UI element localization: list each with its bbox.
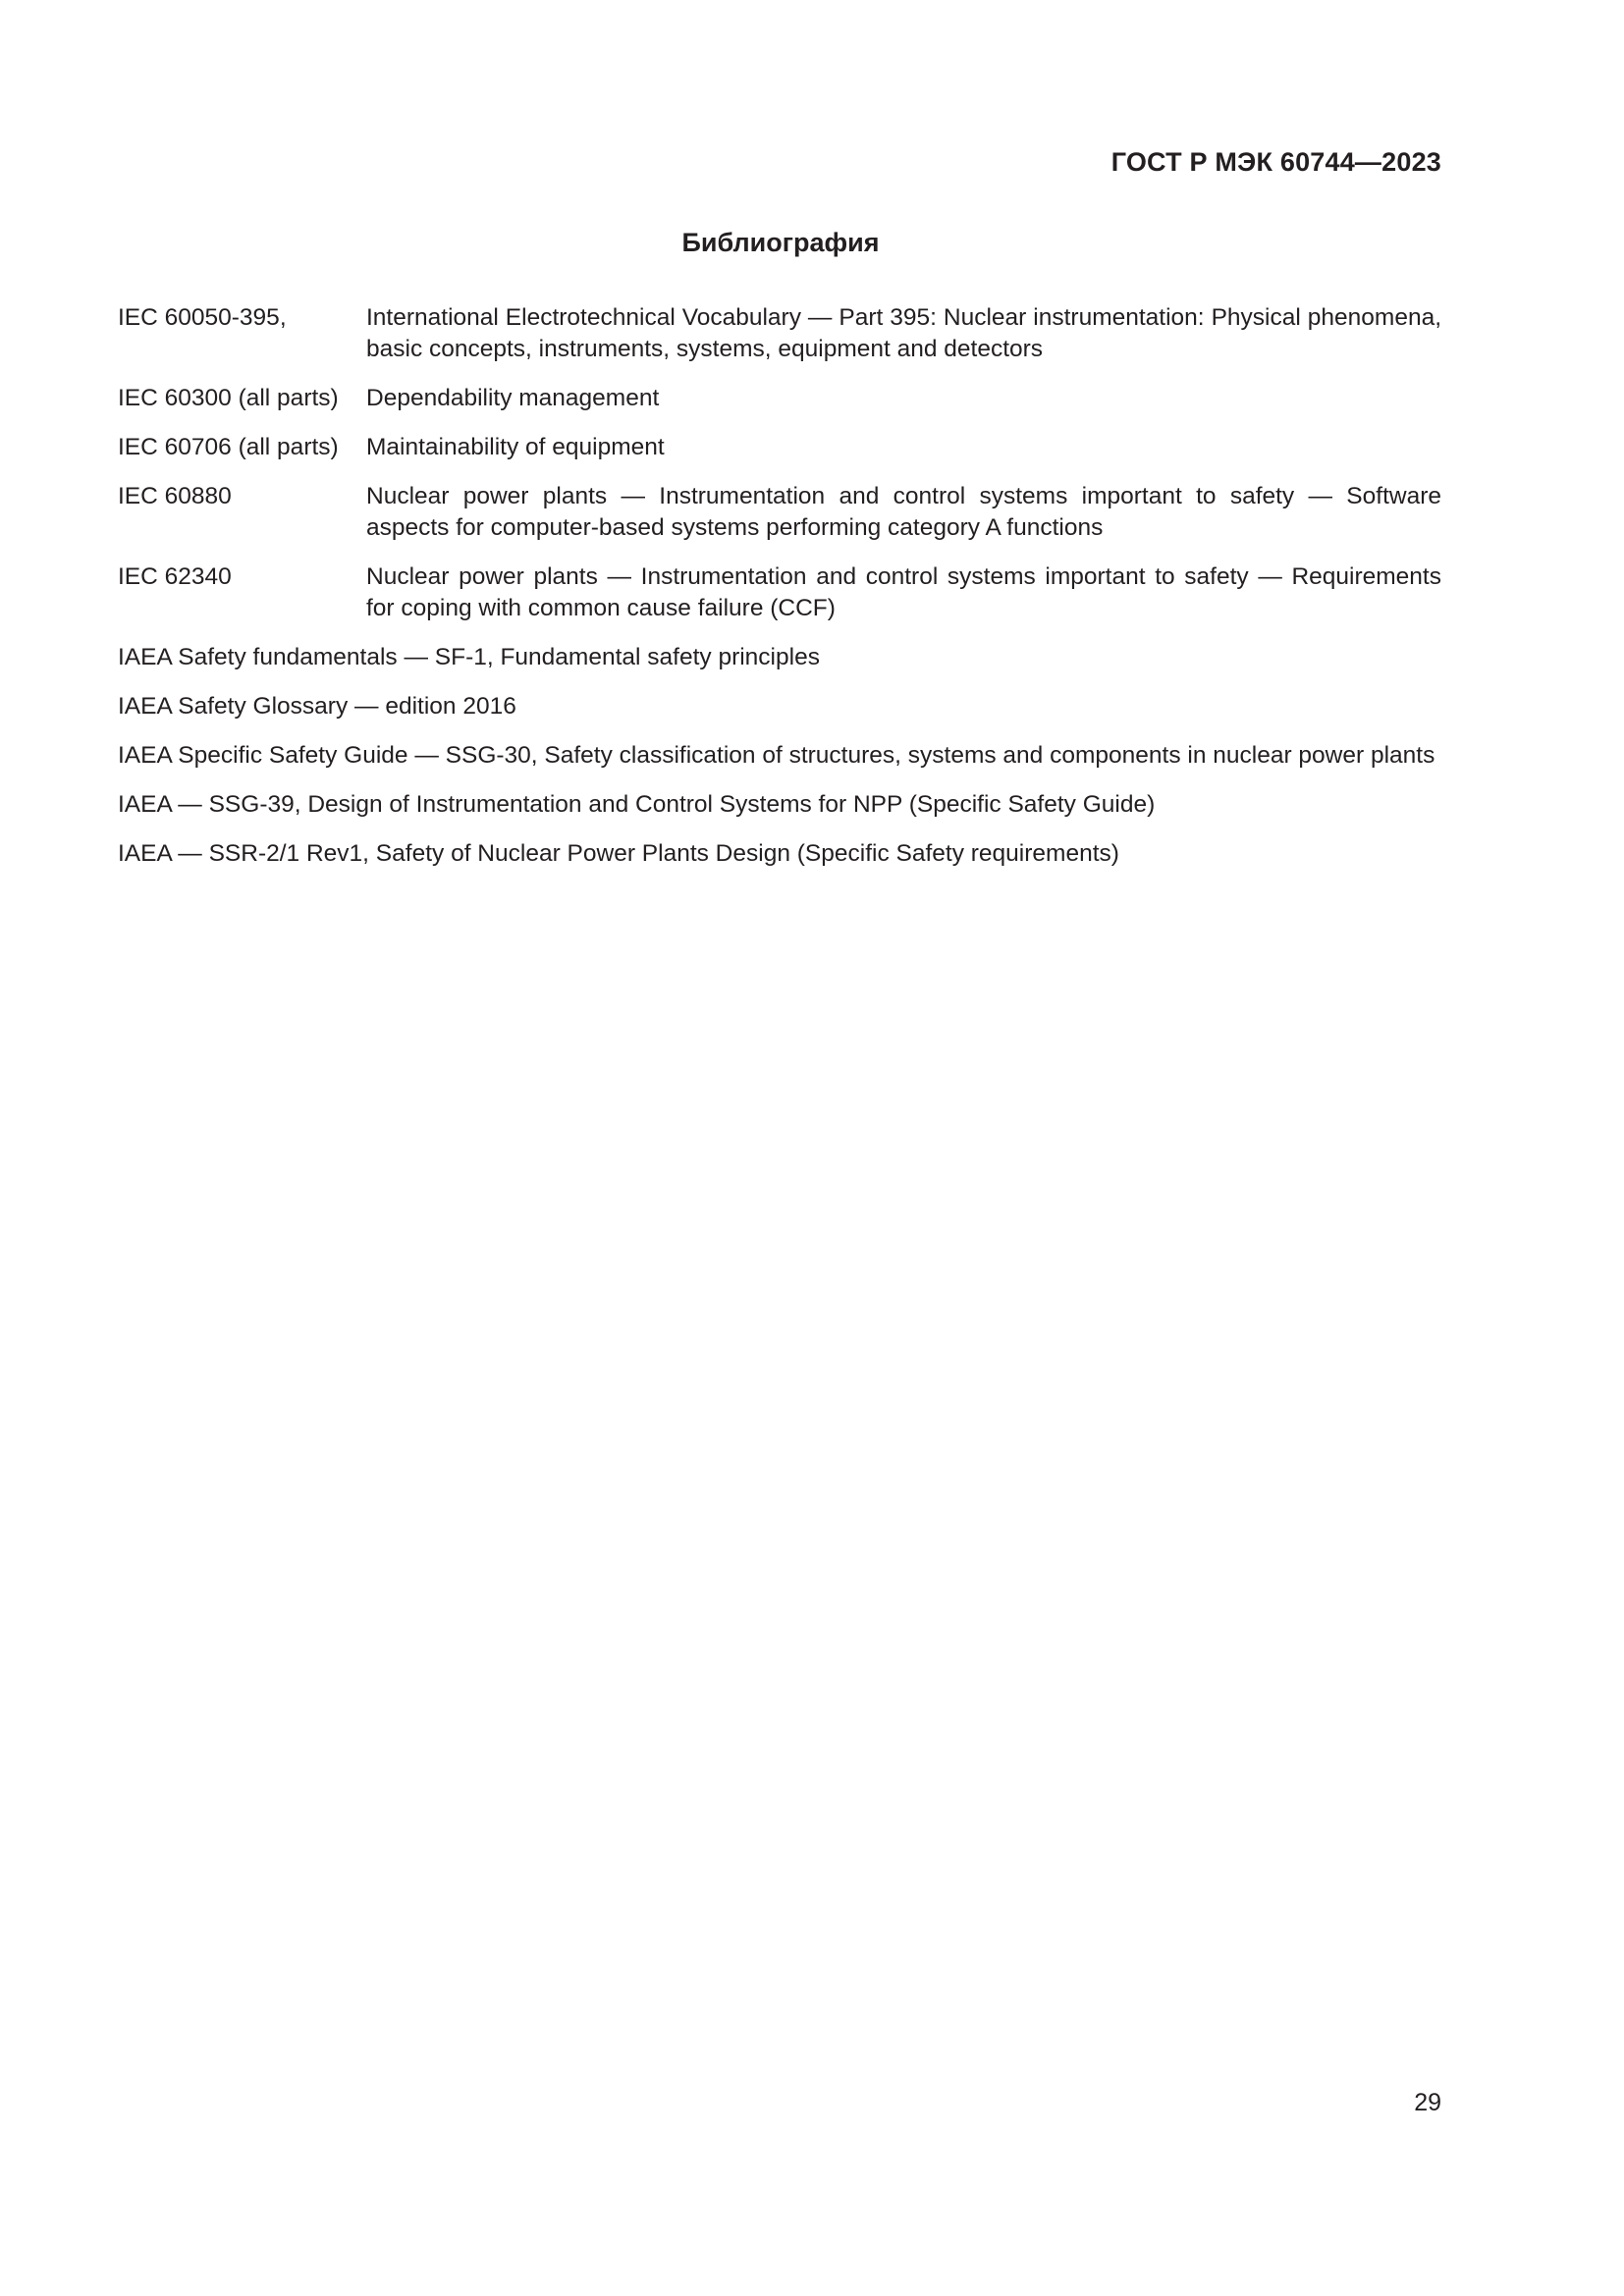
reference-entry — [118, 302, 1441, 365]
bibliography-title: Библиография — [681, 228, 880, 257]
reference-title: Nuclear power plants — Instrumentation and control systems important to safety — Software aspects for computer-based systems performing category A functions — [366, 483, 1441, 541]
reference-entry — [118, 383, 1441, 414]
standard-code-header: ГОСТ Р МЭК 60744—2023 — [1110, 147, 1441, 177]
reference-title: International Electrotechnical Vocabulary — Part 395: Nuclear instrumentation: Physical phenomena, basic concepts, instruments, systems, equipment and detectors — [366, 304, 1441, 362]
iaea-reference: IAEA Safety fundamentals — SF-1, Fundamental safety principles — [118, 644, 820, 670]
reference-entry — [118, 432, 1441, 463]
iaea-reference: IAEA — SSG-39, Design of Instrumentation and Control Systems for NPP (Specific Safety Guide) — [118, 791, 1156, 818]
reference-title: Nuclear power plants — Instrumentation and control systems important to safety — Requirements for coping with common cause failure (CCF) — [366, 563, 1441, 621]
bibliography-list — [118, 302, 1441, 887]
iaea-reference: IAEA Safety Glossary — edition 2016 — [118, 693, 516, 720]
reference-entry — [118, 481, 1441, 544]
iaea-reference: IAEA Specific Safety Guide — SSG-30, Safety classification of structures, systems and components in nuclear power plants — [118, 742, 1435, 769]
reference-title: Dependability management — [366, 385, 660, 411]
reference-entry — [118, 561, 1441, 624]
reference-title: Maintainability of equipment — [366, 434, 665, 460]
reference-code: IEC 60300 (all parts) — [118, 385, 339, 411]
reference-code: IEC 60706 (all parts) — [118, 434, 339, 460]
iaea-reference: IAEA — SSR-2/1 Rev1, Safety of Nuclear Power Plants Design (Specific Safety requirements) — [118, 840, 1119, 867]
reference-code: IEC 60880 — [118, 483, 232, 509]
page-number: 29 — [1414, 2089, 1441, 2116]
reference-code: IEC 60050-395, — [118, 304, 287, 331]
reference-code: IEC 62340 — [118, 563, 232, 590]
